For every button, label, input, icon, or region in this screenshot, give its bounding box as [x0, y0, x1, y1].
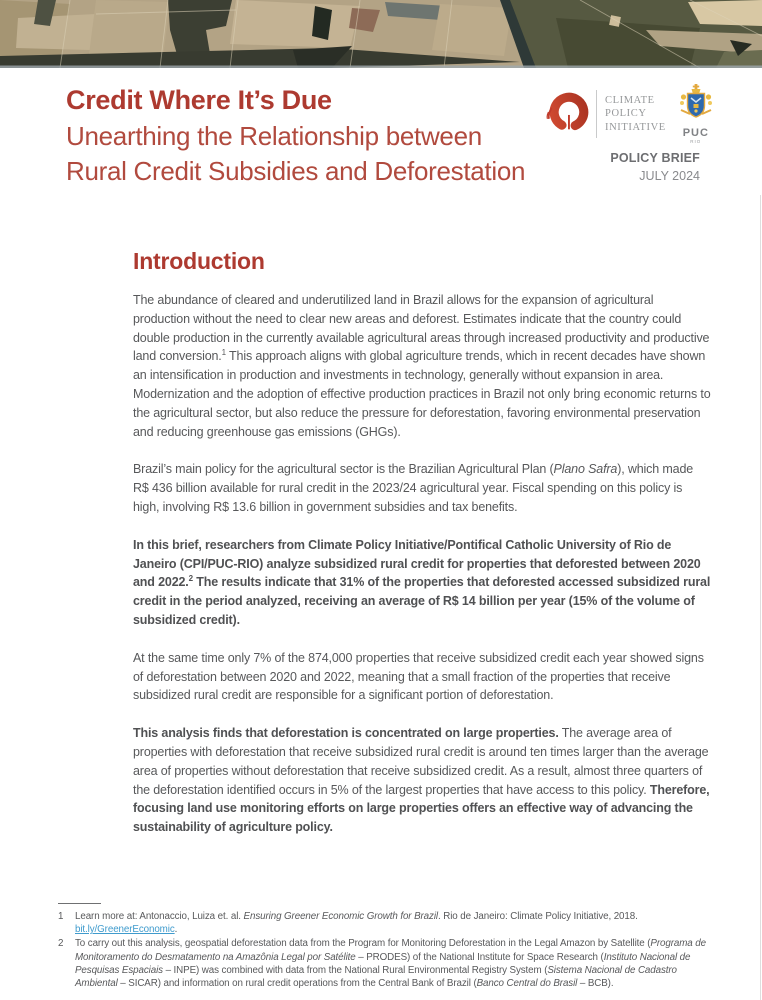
paragraph-5 [133, 724, 711, 837]
footnote-2 [58, 937, 708, 990]
logo-divider [596, 90, 597, 138]
footnote-1-seg-b: . Rio de Janeiro: Climate Policy Initiative, 2018. [437, 911, 638, 922]
aerial-farmland-photo [0, 0, 762, 68]
meta-block [610, 151, 700, 183]
section-heading-introduction: Introduction [133, 248, 265, 274]
paragraph-2-italic: Plano Safra [553, 462, 618, 477]
main-column [133, 248, 711, 856]
paragraph-3-text-cont: The results indicate that 31% of the properties that deforested accessed subsidized rural credit in the period analyzed, receiving an average of R$ 14 billion per year (15% of the volume of subsidized credit). [133, 575, 711, 627]
footnote-2-text [75, 937, 708, 990]
footnote-2-italic-c: Sistema Nacional de Cadastro Ambiental [75, 964, 677, 990]
footnote-ref-1: 1 [221, 348, 226, 358]
footnote-1-link[interactable]: bit.ly/GreenerEconomic [75, 924, 175, 936]
puc-label: PUC [682, 127, 709, 139]
paragraph-4: At the same time only 7% of the 874,000 properties that receive subsidized credit each year showed signs of deforestation between 2020 and 2022, meaning that a small fraction of the properties that receive subsidized rural credit are responsible for a significant portion of deforestation. [133, 650, 704, 703]
puc-logo [675, 84, 717, 144]
logo-row [546, 84, 717, 144]
footnote-1 [58, 910, 708, 936]
footnote-1-work-title: Ensuring Greener Economic Growth for Brazil [243, 911, 438, 922]
footnote-2-seg-d: – SICAR) and information on rural credit operations from the Central Bank of Brazil ( [117, 978, 477, 990]
paragraph-1 [133, 291, 711, 441]
doc-date-label: JULY 2024 [639, 169, 700, 183]
footnote-2-seg-a: To carry out this analysis, geospatial deforestation data from the Program for Monitoring Deforestation in the Legal Amazon by Satellite ( [75, 938, 651, 950]
paragraph-1-text-cont: This approach aligns with global agriculture trends, which in recent decades have shown an intensification in production and investments in technology, generally without expansion in area. Modernization and the adoption of effective production practices in Brazil not only bring economic returns to the agricultural sector, but also reduce the pressure for deforestation, favoring environmental preservation and reducing greenhouse gas emissions (GHGs). [133, 349, 711, 439]
page-edge-line [760, 195, 761, 1000]
document-title: Credit Where It’s Due [66, 85, 332, 115]
paragraph-3-key-finding [133, 536, 711, 630]
aerial-farmland-illustration [0, 0, 762, 68]
footnote-separator-rule [58, 903, 101, 904]
title-block [66, 84, 536, 189]
footnote-ref-2: 2 [188, 574, 193, 584]
cpi-swirl-icon [546, 89, 590, 139]
footnote-2-italic-d: Banco Central do Brasil [476, 978, 578, 990]
footnote-2-number: 2 [58, 938, 64, 950]
footnote-2-seg-c: – INPE) was combined with data from the National Rural Environmental Registry System ( [162, 964, 548, 976]
footnote-1-seg-c: . [174, 924, 178, 936]
paragraph-5-bold-tail: Therefore, focusing land use monitoring efforts on large properties offers an effective way of advancing the sustainability of agriculture policy. [133, 782, 710, 835]
cpi-wordmark-line-1: CLIMATE [605, 94, 655, 106]
footnote-2-seg-e: – BCB). [577, 978, 614, 990]
puc-crest-icon [678, 84, 714, 121]
document-subtitle-line-2: Rural Credit Subsidies and Deforestation [66, 156, 526, 186]
footnote-1-number: 1 [58, 911, 64, 922]
footnote-1-text [75, 910, 708, 936]
doc-type-label: POLICY BRIEF [610, 151, 700, 165]
footnotes-section [58, 903, 708, 991]
footnote-1-seg-a: Learn more at: Antonaccio, Luiza et. al. [75, 911, 244, 922]
paragraph-2-text: Brazil’s main policy for the agricultural sector is the Brazilian Agricultural Plan ( [133, 462, 554, 477]
cpi-wordmark-line-2: POLICY [605, 108, 647, 120]
cpi-wordmark [605, 94, 666, 135]
footnote-2-italic-b: Instituto Nacional de Pesquisas Espaciais [75, 951, 691, 976]
paragraph-3-text: In this brief, researchers from Climate Policy Initiative/Pontifical Catholic University of Rio de Janeiro (CPI/PUC-RIO) analyze subsidized rural credit for properties that deforested between 2020 and 2022. [133, 537, 701, 590]
footnote-2-italic-a: Programa de Monitoramento do Desmatamento na Amazônia Legal por Satélite [75, 938, 706, 963]
paragraph-5-bold-lead: This analysis finds that deforestation is concentrated on large properties. [133, 726, 559, 741]
puc-sublabel: RIO [690, 139, 702, 144]
paragraph-1-text: The abundance of cleared and underutilized land in Brazil allows for the expansion of agricultural production without the need to clear new areas and deforest. Estimates indicate that the country could double production in the currently available agricultural areas through increased productivity and productive land conversion. [133, 293, 710, 364]
footnote-2-seg-b: – PRODES) of the National Institute for Space Research ( [355, 951, 604, 963]
paragraph-5-text: The average area of properties with deforestation that receive subsidized rural credit is around ten times larger than the average area of properties without deforestation that receive subsidized credit. As a result, almost three quarters of the deforestation identified occurs in 5% of the largest properties that have access to this policy. [133, 726, 709, 797]
paragraph-2-text-cont: ), which made R$ 436 billion available for rural credit in the 2023/24 agricultural year. Fiscal spending on this policy is high, involving R$ 13.6 billion in government subsidies and tax benefits. [133, 462, 694, 514]
cpi-wordmark-line-3: INITIATIVE [605, 121, 666, 133]
document-subtitle-line-1: Unearthing the Relationship between [66, 121, 482, 151]
paragraph-2 [133, 460, 711, 516]
